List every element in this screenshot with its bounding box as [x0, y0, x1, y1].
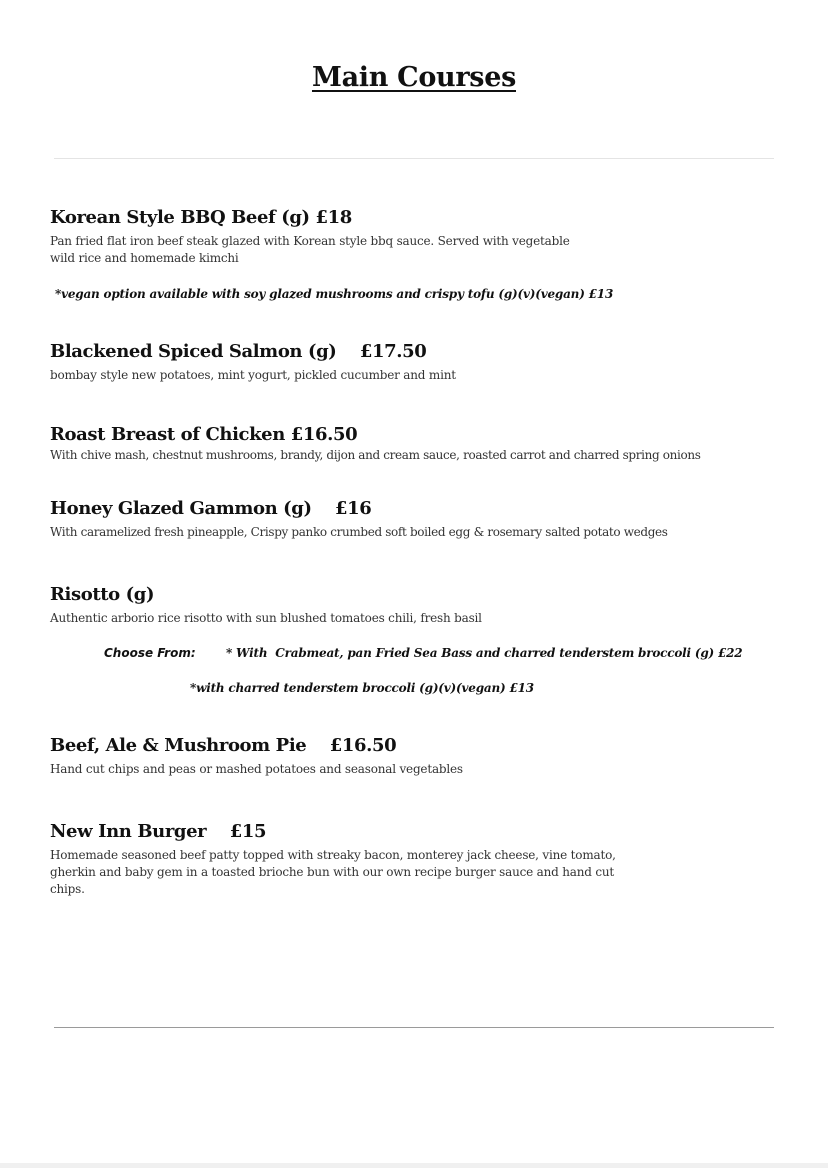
item-name: Honey Glazed Gammon (g) £16: [50, 498, 372, 519]
menu-item-korean-bbq-beef: [50, 207, 595, 267]
menu-item-risotto: [50, 584, 482, 627]
item-description: Homemade seasoned beef patty topped with streaky bacon, monterey jack cheese, vine tomato, gherkin and baby gem in a toasted brioche bun with our own recipe burger sauce and hand cut chips.: [50, 848, 616, 896]
vegan-option-note: *vegan option available with soy glazed mushrooms and crispy tofu (g)(v)(vegan) £13: [55, 287, 614, 301]
page-bottom-band: [0, 1163, 828, 1168]
menu-item-blackened-salmon: [50, 341, 456, 384]
menu-item-honey-gammon: [50, 498, 668, 541]
item-description: With caramelized fresh pineapple, Crispy panko crumbed soft boiled egg & rosemary salted potato wedges: [50, 525, 668, 539]
item-name: New Inn Burger £15: [50, 821, 267, 842]
top-divider: [54, 158, 774, 159]
item-name: Risotto (g): [50, 584, 155, 605]
choose-from-label: Choose From:: [104, 646, 196, 660]
item-name: Korean Style BBQ Beef (g) £18: [50, 207, 352, 228]
item-description: With chive mash, chestnut mushrooms, brandy, dijon and cream sauce, roasted carrot and charred spring onions: [50, 448, 701, 462]
risotto-option-seafood: * With Crabmeat, pan Fried Sea Bass and charred tenderstem broccoli (g) £22: [226, 646, 743, 660]
bottom-divider: [54, 1027, 774, 1028]
risotto-option-vegan: *with charred tenderstem broccoli (g)(v)(vegan) £13: [190, 681, 534, 695]
item-description: Authentic arborio rice risotto with sun blushed tomatoes chili, fresh basil: [50, 611, 482, 625]
item-description: Pan fried flat iron beef steak glazed with Korean style bbq sauce. Served with vegetable wild rice and homemade kimchi: [50, 234, 570, 265]
item-description: bombay style new potatoes, mint yogurt, pickled cucumber and mint: [50, 368, 456, 382]
item-name: Roast Breast of Chicken £16.50: [50, 424, 358, 445]
page-title: Main Courses: [311, 62, 516, 94]
item-description: Hand cut chips and peas or mashed potatoes and seasonal vegetables: [50, 762, 463, 776]
menu-item-new-inn-burger: [50, 821, 650, 898]
menu-item-roast-chicken: [50, 424, 701, 464]
menu-item-beef-ale-pie: [50, 735, 463, 778]
item-name: Beef, Ale & Mushroom Pie £16.50: [50, 735, 397, 756]
item-name: Blackened Spiced Salmon (g) £17.50: [50, 341, 427, 362]
